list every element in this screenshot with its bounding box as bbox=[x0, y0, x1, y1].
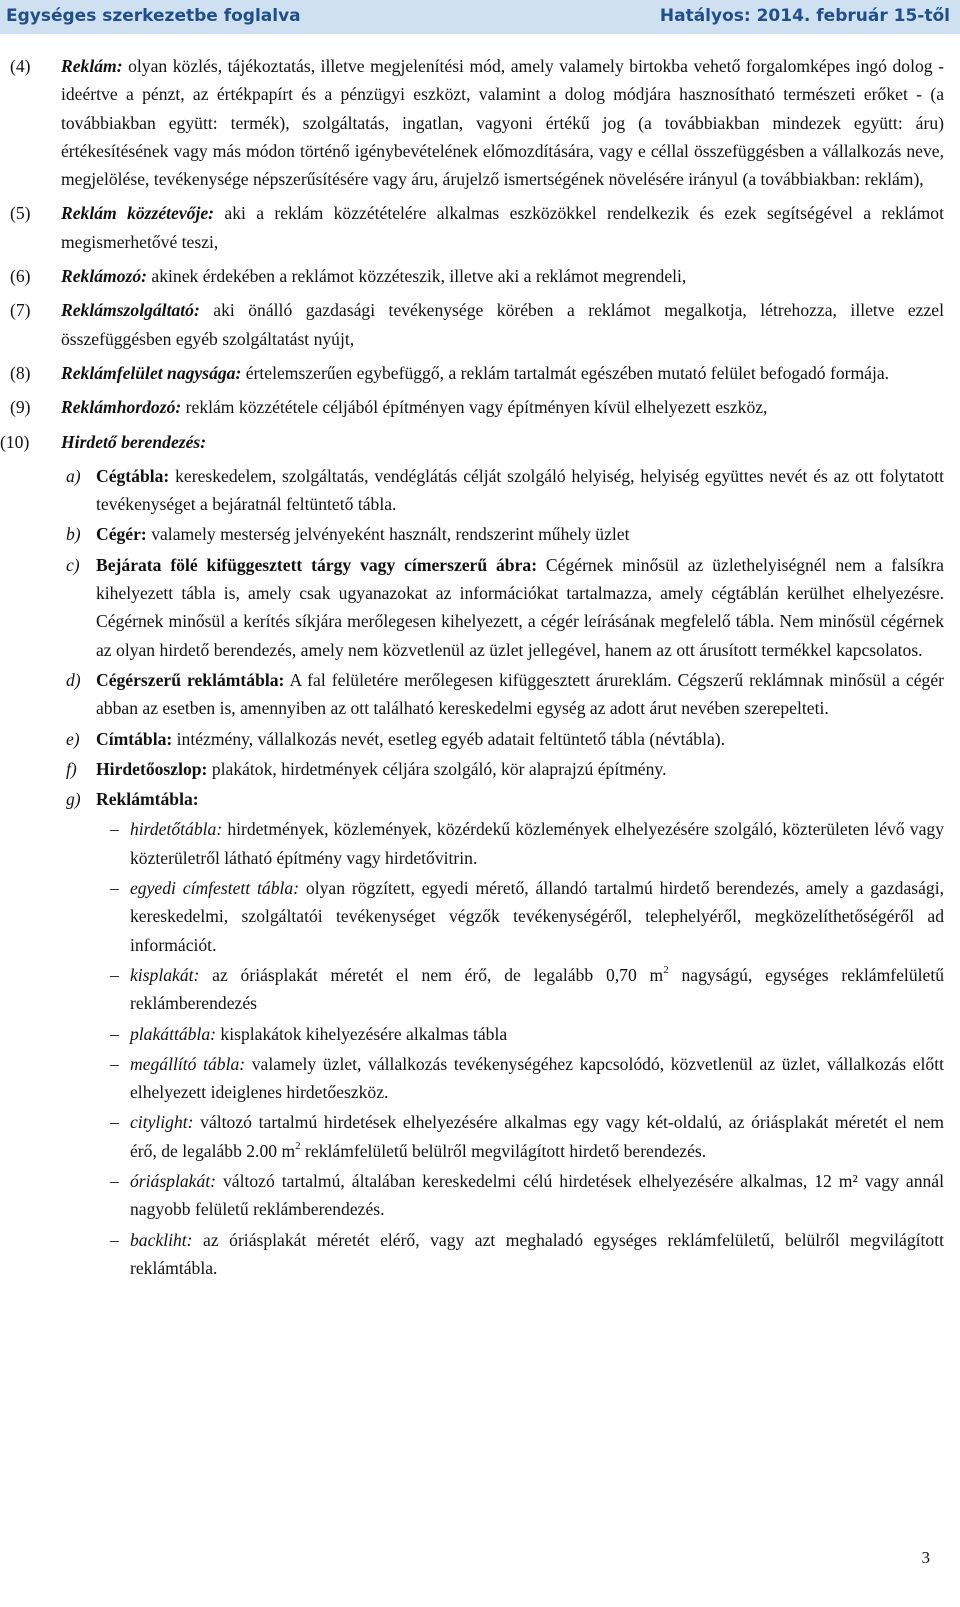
sub-item-text: kereskedelem, szolgáltatás, vendéglátás célját szolgáló helyiség, helyiség együttes nevét és az ott folytatott tevékenységet a bejáratnál feltüntető tábla. bbox=[96, 465, 944, 515]
page-number: 3 bbox=[921, 1548, 930, 1567]
item-number: (5) bbox=[10, 203, 31, 224]
item-text: aki önálló gazdasági tevékenysége körében a reklámot megalkotja, létrehozza, illetve ezzel összefüggésben egyéb szolgáltatást nyújt, bbox=[61, 300, 944, 349]
definition-item bbox=[0, 428, 960, 456]
dash-term: plakáttábla: bbox=[130, 1023, 217, 1044]
sub-item-text: plakátok, hirdetmények céljára szolgáló, kör alaprajzú építmény. bbox=[207, 758, 667, 779]
dash-text: változó tartalmú, általában kereskedelmi célú hirdetések elhelyezésére alkalmas, 12 m² vagy annál nagyobb felületű reklámberendezés. bbox=[130, 1170, 944, 1220]
dash-item bbox=[0, 1108, 960, 1165]
dash-text: változó tartalmú hirdetések elhelyezésére alkalmas egy vagy két-oldalú, az óriásplakát méretét el nem érő, de legalább 2.00 m bbox=[130, 1112, 944, 1161]
dash-item bbox=[0, 1226, 960, 1283]
sub-item-letter: g) bbox=[66, 789, 81, 810]
sub-item-term: Cégtábla: bbox=[96, 465, 170, 486]
dash-text: kisplakátok kihelyezésére alkalmas tábla bbox=[216, 1023, 508, 1044]
item-number: (8) bbox=[10, 362, 31, 383]
dash-text: hirdetmények, közlemények, közérdekű közlemények elhelyezésére szolgáló, közterületen lévő vagy közterületről látható építmény vagy hirdetővitrin. bbox=[130, 819, 944, 868]
dash-mark: – bbox=[110, 878, 119, 899]
dash-mark: – bbox=[110, 1023, 119, 1044]
sub-item-term: Bejárata fölé kifüggesztett tárgy vagy címerszerű ábra: bbox=[96, 554, 538, 575]
document-body bbox=[0, 52, 960, 1284]
dash-text-cont: nagyságú, egységes reklámfelületű reklámberendezés bbox=[130, 964, 945, 1014]
dash-item bbox=[0, 815, 960, 872]
item-term: Reklámozó: bbox=[61, 266, 148, 287]
definition-item bbox=[0, 296, 960, 353]
sub-item-term: Cégérszerű reklámtábla: bbox=[96, 669, 285, 690]
item-text: olyan közlés, tájékoztatás, illetve megjelenítési mód, amely valamely birtokba vehető forgalomképes ingó dolog - ideértve a pénzt, az értékpapírt és a pénzügyi eszközt, valamint a dolog módjára hasznosítható természeti erőket - (a továbbiakban együtt: termék), szolgáltatás, ingatlan, vagyoni értékű jog (a továbbiakban mindezek együtt: áru) értékesítésének vagy más módon történő igénybevételének előmozdítására, vagy e céllal összefüggésben a vállalkozás neve, megjelölése, tevékenysége népszerűsítésére vagy áru, árujelző ismertségének növelésére irányul (a továbbiakban: reklám), bbox=[61, 56, 944, 190]
item-text: értelemszerűen egybefüggő, a reklám tartalmát egészében mutató felület befogadó formája. bbox=[241, 362, 890, 383]
dash-mark: – bbox=[110, 1229, 119, 1250]
sub-item bbox=[0, 785, 960, 813]
dash-term: megállító tábla: bbox=[130, 1053, 246, 1074]
dash-text: az óriásplakát méretét el nem érő, de legalább 0,70 m bbox=[199, 964, 664, 985]
item-text: akinek érdekében a reklámot közzéteszik, illetve aki a reklámot megrendeli, bbox=[147, 266, 687, 287]
sub-item bbox=[0, 520, 960, 548]
dash-term: óriásplakát: bbox=[130, 1170, 217, 1191]
item-number: (10) bbox=[0, 431, 30, 452]
definition-item bbox=[0, 52, 960, 193]
item-text: reklám közzététele céljából építményen vagy építményen kívül elhelyezett eszköz, bbox=[181, 397, 768, 418]
dash-item bbox=[0, 1050, 960, 1107]
item-number: (4) bbox=[10, 56, 31, 76]
dash-text-cont: reklámfelületű belülről megvilágított hirdető berendezés. bbox=[300, 1140, 707, 1161]
dash-mark: – bbox=[110, 1053, 119, 1074]
definition-item bbox=[0, 262, 960, 290]
sub-item-letter: b) bbox=[66, 524, 81, 545]
item-number: (9) bbox=[10, 397, 31, 418]
dash-text: az óriásplakát méretét elérő, vagy azt meghaladó egységes reklámfelületű, belülről megvilágított reklámtábla. bbox=[130, 1229, 944, 1278]
item-term: Reklám közzétevője: bbox=[61, 203, 215, 224]
item-term: Hirdető berendezés: bbox=[61, 431, 207, 452]
dash-item bbox=[0, 874, 960, 959]
sub-item-term: Reklámtábla: bbox=[96, 789, 199, 810]
sub-item-text: valamely mesterség jelvényeként használt, rendszerint műhely üzlet bbox=[146, 524, 630, 545]
dash-term: kisplakát: bbox=[130, 964, 200, 985]
document-header bbox=[0, 0, 960, 34]
sub-item-term: Cégér: bbox=[96, 524, 147, 545]
dash-term: egyedi címfestett tábla: bbox=[130, 878, 300, 899]
sub-item bbox=[0, 725, 960, 753]
sub-item bbox=[0, 755, 960, 783]
dash-text: valamely üzlet, vállalkozás tevékenységéhez kapcsolódó, közvetlenül az üzlet, vállalkozás előtt elhelyezett ideiglenes hirdetőeszköz. bbox=[130, 1053, 944, 1103]
dash-mark: – bbox=[110, 1112, 119, 1133]
definition-item bbox=[0, 199, 960, 256]
sub-item-letter: e) bbox=[66, 728, 80, 749]
sub-item-text: A fal felületére merőlegesen kifüggesztett árureklám. Cégszerű reklámnak minősül a cégér abban az esetben is, amennyiben az ott található kereskedelmi egység az adott árut nevében szerepelteti. bbox=[96, 669, 944, 719]
dash-mark: – bbox=[110, 819, 119, 840]
sub-item-term: Hirdetőoszlop: bbox=[96, 758, 208, 779]
item-term: Reklámfelület nagysága: bbox=[61, 362, 242, 383]
definition-item bbox=[0, 359, 960, 387]
dash-mark: – bbox=[110, 1170, 119, 1191]
header-effective-date: Hatályos: 2014. február 15-től bbox=[659, 6, 950, 26]
sub-item-letter: a) bbox=[66, 465, 81, 486]
dash-mark: – bbox=[110, 964, 119, 985]
sub-item-letter: c) bbox=[66, 554, 80, 575]
sub-item-term: Címtábla: bbox=[96, 728, 173, 749]
item-number: (7) bbox=[10, 300, 31, 321]
definition-item bbox=[0, 393, 960, 421]
item-text: aki a reklám közzétételére alkalmas eszközökkel rendelkezik és ezek segítségével a reklámot megismerhetővé teszi, bbox=[61, 203, 944, 252]
header-left-title: Egységes szerkezetbe foglalva bbox=[6, 6, 301, 26]
sub-item bbox=[0, 551, 960, 664]
item-number: (6) bbox=[10, 266, 31, 287]
sub-item bbox=[0, 462, 960, 519]
item-term: Reklámszolgáltató: bbox=[61, 300, 200, 321]
item-term: Reklámhordozó: bbox=[61, 397, 182, 418]
superscript: 2 bbox=[295, 1139, 301, 1152]
sub-item-letter: f) bbox=[66, 758, 77, 779]
dash-text: olyan rögzített, egyedi mérető, állandó tartalmú hirdető berendezés, amely a gazdasági, kereskedelmi, szolgáltatói tevékenységet végzők tevékenységéről, telephelyéről, megközelíthetőségéről ad információt. bbox=[130, 878, 944, 955]
item-term: Reklám: bbox=[61, 56, 123, 76]
dash-item bbox=[0, 961, 960, 1018]
sub-item-text: Cégérnek minősül az üzlethelyiségnél nem a falsíkra kihelyezett tábla is, amely csak ugyanazokat az információkat tartalmazza, amely cégtáblán kerülhet elhelyezésre. Cégérnek minősül a kerítés síkjára merőlegesen kihelyezett, a cégér leírásának megfelelő tábla. Nem minősül cégérnek az olyan hirdető berendezés, amely nem közvetlenül az üzlet jellegével, hanem az ott árusított termékkel kapcsolatos. bbox=[96, 554, 944, 660]
dash-term: citylight: bbox=[130, 1112, 194, 1133]
dash-item bbox=[0, 1167, 960, 1224]
dash-term: hirdetőtábla: bbox=[130, 819, 223, 840]
sub-item-text: intézmény, vállalkozás nevét, esetleg egyéb adatait feltüntető tábla (névtábla). bbox=[172, 728, 726, 749]
sub-item bbox=[0, 666, 960, 723]
dash-item bbox=[0, 1020, 960, 1048]
superscript: 2 bbox=[663, 963, 669, 976]
dash-term: backliht: bbox=[130, 1229, 193, 1250]
sub-item-letter: d) bbox=[66, 669, 81, 690]
